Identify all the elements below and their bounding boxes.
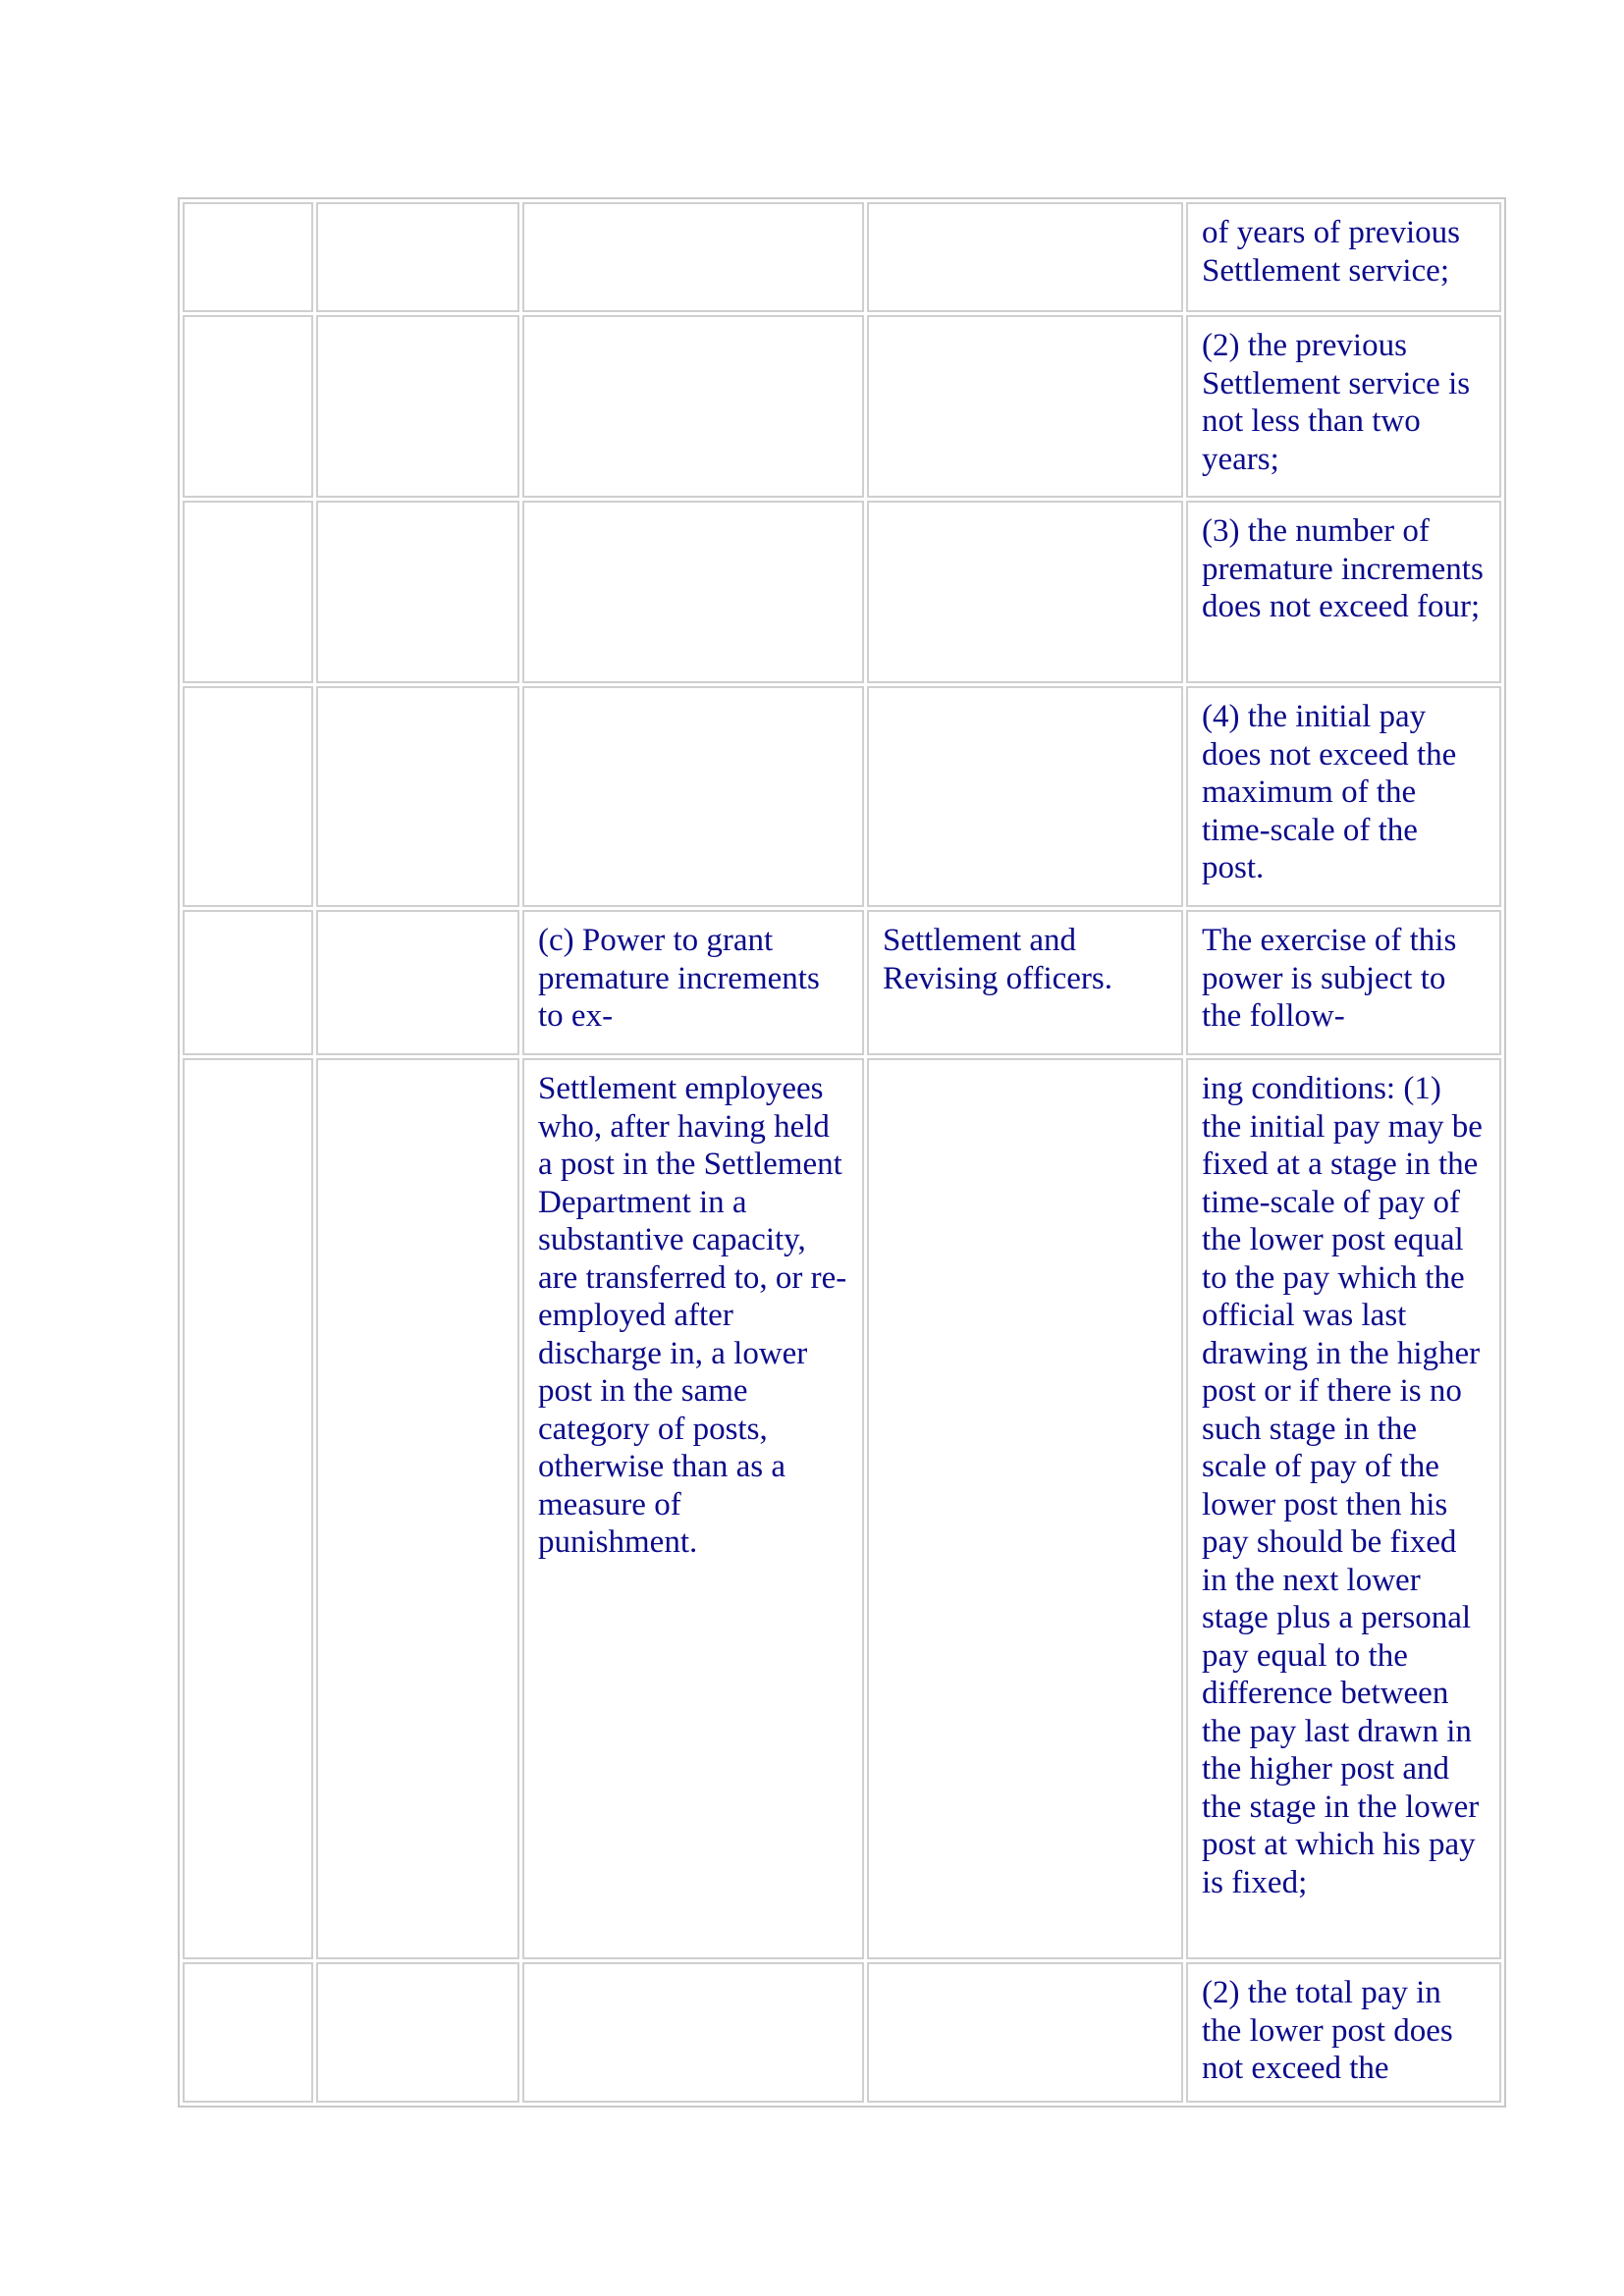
table-cell-col3 <box>522 315 864 498</box>
table-cell-col1 <box>183 1058 313 1959</box>
table-row <box>183 315 1501 498</box>
table-cell-col1 <box>183 910 313 1055</box>
table-cell-col1 <box>183 1962 313 2103</box>
table-cell-col5: (2) the total pay in the lower post does not exceed the <box>1186 1962 1501 2103</box>
table-row <box>183 202 1501 312</box>
table-row <box>183 686 1501 907</box>
table-cell-col1 <box>183 315 313 498</box>
table-cell-col2 <box>316 202 519 312</box>
table-cell-col4 <box>867 1962 1183 2103</box>
table-cell-col3 <box>522 501 864 683</box>
table-cell-col4 <box>867 686 1183 907</box>
table-cell-col5: (2) the previous Settlement service is not less than two years; <box>1186 315 1501 498</box>
table-cell-col3 <box>522 686 864 907</box>
table-cell-col5: The exercise of this power is subject to the follow- <box>1186 910 1501 1055</box>
table-cell-col2 <box>316 910 519 1055</box>
table-cell-col2 <box>316 686 519 907</box>
table-cell-col1 <box>183 686 313 907</box>
table-cell-col2 <box>316 501 519 683</box>
table-cell-col1 <box>183 202 313 312</box>
table-cell-col4 <box>867 501 1183 683</box>
table-cell-col2 <box>316 1962 519 2103</box>
table-cell-col3 <box>522 1962 864 2103</box>
rules-table <box>178 197 1506 2108</box>
table-cell-col3: (c) Power to grant premature increments to ex- <box>522 910 864 1055</box>
table-cell-col5: (4) the initial pay does not exceed the maximum of the time-scale of the post. <box>1186 686 1501 907</box>
table-cell-col2 <box>316 1058 519 1959</box>
table-cell-col1 <box>183 501 313 683</box>
table-row <box>183 1058 1501 1959</box>
table-cell-col4: Settlement and Revising officers. <box>867 910 1183 1055</box>
table-cell-col2 <box>316 315 519 498</box>
table-cell-col5: of years of previous Settlement service; <box>1186 202 1501 312</box>
table-cell-col3: Settlement employees who, after having held a post in the Settlement Department in a substantive capacity, are transferred to, or re-employed after discharge in, a lower post in the same category of posts, otherwise than as a measure of punishment. <box>522 1058 864 1959</box>
table-cell-col4 <box>867 315 1183 498</box>
table-cell-col4 <box>867 1058 1183 1959</box>
table-cell-col5: (3) the number of premature increments does not exceed four; <box>1186 501 1501 683</box>
table-row <box>183 501 1501 683</box>
table-cell-col3 <box>522 202 864 312</box>
table-cell-col4 <box>867 202 1183 312</box>
table-cell-col5: ing conditions: (1) the initial pay may be fixed at a stage in the time-scale of pay of the lower post equal to the pay which the official was last drawing in the higher post or if there is no such stage in the scale of pay of the lower post then his pay should be fixed in the next lower stage plus a personal pay equal to the difference between the pay last drawn in the higher post and the stage in the lower post at which his pay is fixed; <box>1186 1058 1501 1959</box>
table-row <box>183 910 1501 1055</box>
table-row <box>183 1962 1501 2103</box>
